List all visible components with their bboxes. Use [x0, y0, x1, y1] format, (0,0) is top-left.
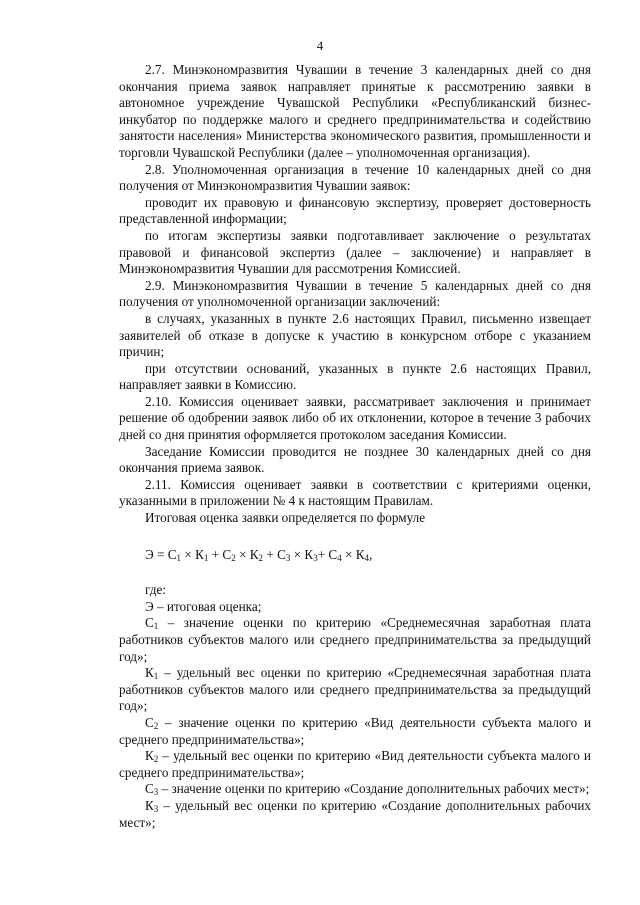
formula-k: К: [249, 546, 259, 562]
paragraph: 2.11. Комиссия оценивает заявки в соответствии с критериями оценки, указанными в приложении № 4 к настоящим Правилам.: [119, 476, 591, 509]
formula-k-sub: 2: [258, 552, 264, 563]
paragraph: проводит их правовую и финансовую экспертизу, проверяет достоверность представленной информации;: [119, 194, 591, 227]
formula-sep: +: [263, 546, 278, 562]
formula-sep: +: [208, 546, 223, 562]
definition-item: [119, 615, 591, 665]
paragraph: 2.10. Комиссия оценивает заявки, рассматривает заключения и принимает решение об одобрении заявок либо об их отклонении, которое в течение 3 рабочих дней со дня принятия оформляется протоколом заседания Комиссии.: [119, 393, 591, 443]
page-number: 4: [316, 38, 324, 53]
formula-c-sub: 3: [285, 552, 291, 563]
formula-op: ×: [290, 546, 305, 562]
formula-lhs: Э =: [145, 546, 168, 562]
formula-k-sub: 1: [203, 552, 209, 563]
definition-symbol: К: [145, 665, 154, 681]
formula-k-sub: 3: [313, 552, 318, 563]
definition-item: [119, 798, 591, 831]
definition-item: [119, 781, 591, 798]
definition-text: – удельный вес оценки по критерию «Создание дополнительных рабочих мест»;: [119, 797, 591, 830]
formula-sep: ,: [369, 546, 373, 562]
formula-k: К: [355, 546, 365, 562]
formula-c-sub: 1: [176, 552, 182, 563]
definition-symbol: С: [145, 714, 154, 730]
where-label: где:: [145, 582, 166, 598]
definition-subscript: 1: [153, 621, 159, 632]
paragraph: 2.8. Уполномоченная организация в течение 10 календарных дней со дня получения от Минэкономразвития Чувашии заявок:: [119, 161, 591, 194]
formula: [119, 547, 591, 564]
paragraphs-before-formula: [119, 62, 591, 527]
paragraph: при отсутствии оснований, указанных в пункте 2.6 настоящих Правил, направляет заявки в Комиссию.: [119, 360, 591, 393]
paragraph: 2.7. Минэкономразвития Чувашии в течение 3 календарных дней со дня окончания приема заявок направляет принятые к рассмотрению заявки в автономное учреждение Чувашской Республики «Республиканский бизнес-инкубатор по поддержке малого и среднего предпринимательства и содействию занятости населения» Министерства экономического развития, промышленности и торговли Чувашской Республики (далее – уполномоченная организация).: [119, 62, 591, 160]
paragraph: Заседание Комиссии проводится не позднее 30 календарных дней со дня окончания приема заявок.: [119, 443, 591, 476]
definition-subscript: 1: [153, 671, 159, 682]
definition-text: – значение оценки по критерию «Создание дополнительных рабочих мест»;: [158, 781, 590, 797]
formula-k: К: [195, 546, 204, 562]
definition-item: [119, 599, 591, 616]
definition-subscript: 3: [153, 787, 159, 798]
definition-item: [119, 748, 591, 781]
definition-symbol: С: [145, 615, 154, 631]
formula-c-sub: 4: [337, 552, 342, 563]
formula-op: ×: [235, 546, 250, 562]
definition-text: – итоговая оценка;: [153, 598, 262, 614]
definition-text: – удельный вес оценки по критерию «Среднемесячная заработная плата работников субъектов малого или среднего предпринимательства за предыдущий год»;: [119, 665, 591, 714]
paragraph: по итогам экспертизы заявки подготавливает заключение о результатах правовой и финансовой экспертиз (далее – заключение) и направляет в Минэкономразвития Чувашии для рассмотрения Комиссией.: [119, 227, 591, 277]
formula-c-sub: 2: [231, 552, 236, 563]
definition-symbol: С: [145, 781, 154, 797]
paragraph: в случаях, указанных в пункте 2.6 настоящих Правил, письменно извещает заявителей об отказе в допуске к участию в конкурсном отборе с указанием причин;: [119, 310, 591, 360]
formula-k: К: [304, 546, 314, 562]
definition-subscript: 2: [153, 754, 159, 765]
definition-text: – значение оценки по критерию «Вид деятельности субъекта малого и среднего предпринимательства»;: [119, 714, 591, 747]
formula-c: С: [277, 546, 286, 562]
definition-symbol: К: [145, 748, 154, 764]
definition-symbol: Э: [145, 598, 154, 614]
definition-item: [119, 715, 591, 748]
definition-subscript: 2: [153, 720, 159, 731]
definition-text: – значение оценки по критерию «Среднемесячная заработная плата работников субъектов малого или среднего предпринимательства за предыдущий год»;: [119, 615, 591, 664]
formula-op: ×: [341, 546, 356, 562]
definition-text: – удельный вес оценки по критерию «Вид деятельности субъекта малого и среднего предпринимательства»;: [119, 748, 591, 780]
formula-c: С: [167, 546, 177, 562]
formula-c: С: [222, 546, 232, 562]
formula-sep: +: [317, 546, 329, 562]
formula-c: С: [328, 546, 338, 562]
definition-item: [119, 665, 591, 715]
definition-subscript: 3: [153, 803, 159, 814]
formula-op: ×: [181, 546, 196, 562]
paragraph: 2.9. Минэкономразвития Чувашии в течение 5 календарных дней со дня получения от уполномоченной организации заключений:: [119, 277, 591, 310]
definition-symbol: К: [145, 797, 154, 813]
formula-k-sub: 4: [364, 552, 370, 563]
definitions-list: [119, 599, 591, 831]
paragraph: Итоговая оценка заявки определяется по формуле: [145, 510, 426, 526]
document-body: [119, 62, 591, 831]
